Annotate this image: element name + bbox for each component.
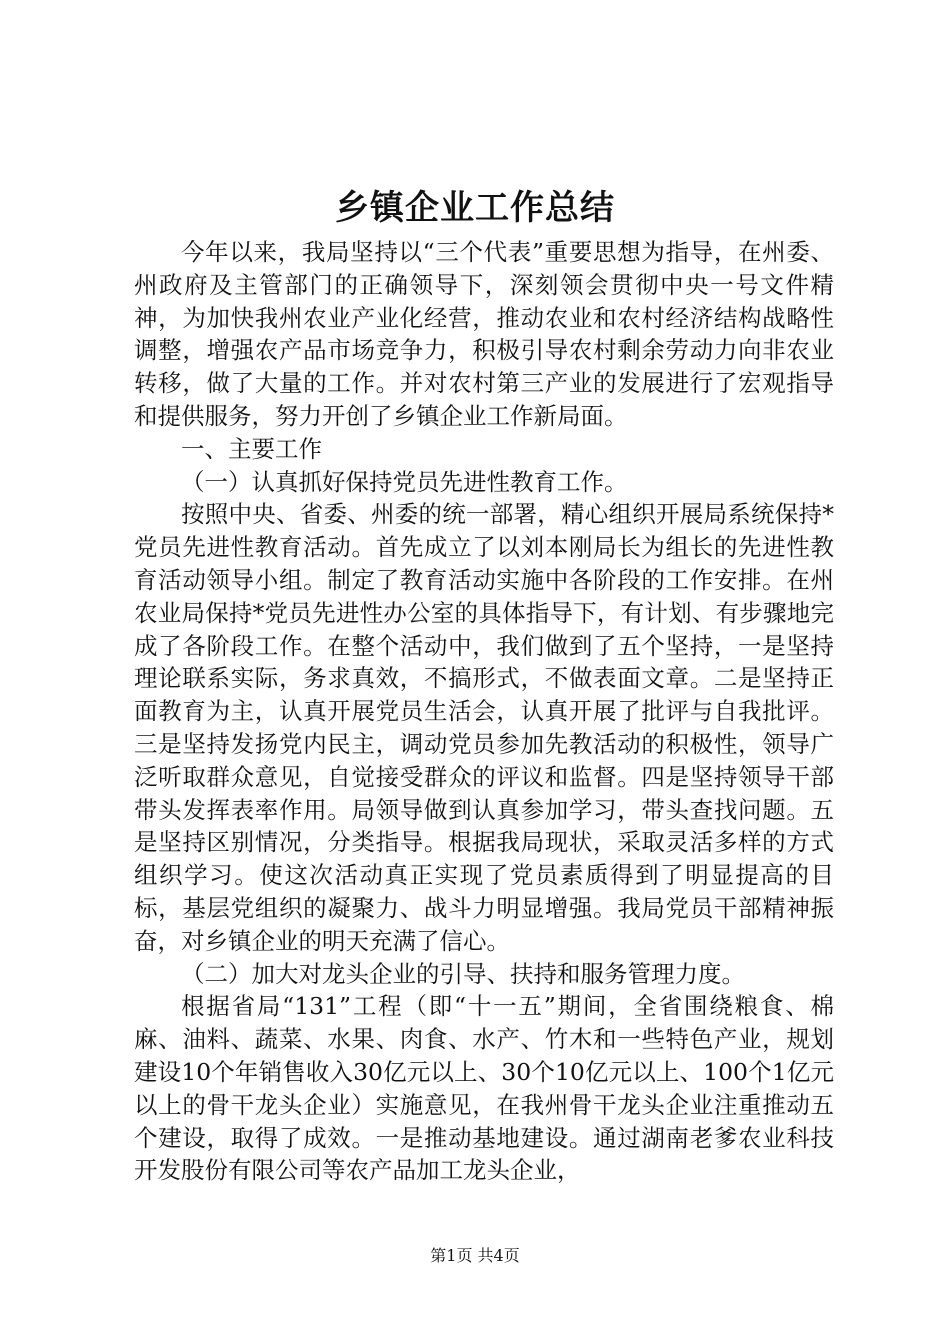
document-body [134,236,834,1187]
paragraph-leading-enterprises: 根据省局“131”工程（即“十一五”期间，全省围绕粮食、棉麻、油料、蔬菜、水果、肉食、水产、竹木和一些特色产业，规划建设10个年销售收入30亿元以上、30个10亿元以上、100个1亿元以上的骨干龙头企业）实施意见，在我州骨干龙头企业注重推动五个建设，取得了成效。一是推动基地建设。通过湖南老爹农业科技开发股份有限公司等农产品加工龙头企业， [134,992,834,1185]
page-number-footer: 第1页 共4页 [430,1246,520,1265]
paragraph-intro: 今年以来，我局坚持以“三个代表”重要思想为指导，在州委、州政府及主管部门的正确领导下，深刻领会贯彻中央一号文件精神，为加快我州农业产业化经营，推动农业和农村经济结构战略性调整，增强农产品市场竞争力，积极引导农村剩余劳动力向非农业转移，做了大量的工作。并对农村第三产业的发展进行了宏观指导和提供服务，努力开创了乡镇企业工作新局面。 [134,238,834,430]
subheading-party-education: （一）认真抓好保持党员先进性教育工作。 [181,467,628,496]
heading-main-work: 一、主要工作 [181,434,322,463]
paragraph-party-education: 按照中央、省委、州委的统一部署，精心组织开展局系统保持*党员先进性教育活动。首先成立了以刘本刚局长为组长的先进性教育活动领导小组。制定了教育活动实施中各阶段的工作安排。在州农业局保持*党员先进性办公室的具体指导下，有计划、有步骤地完成了各阶段工作。在整个活动中，我们做到了五个坚持，一是坚持理论联系实际，务求真效，不搞形式，不做表面文章。二是坚持正面教育为主，认真开展党员生活会，认真开展了批评与自我批评。三是坚持发扬党内民主，调动党员参加先教活动的积极性，领导广泛听取群众意见，自觉接受群众的评议和监督。四是坚持领导干部带头发挥表率作用。局领导做到认真参加学习，带头查找问题。五是坚持区别情况，分类指导。根据我局现状，采取灵活多样的方式组织学习。使这次活动真正实现了党员素质得到了明显提高的目标，基层党组织的凝聚力、战斗力明显增强。我局党员干部精神振奋，对乡镇企业的明天充满了信心。 [134,500,834,955]
subheading-leading-enterprises: （二）加大对龙头企业的引导、扶持和服务管理力度。 [181,959,745,988]
document-title: 乡镇企业工作总结 [335,188,615,228]
